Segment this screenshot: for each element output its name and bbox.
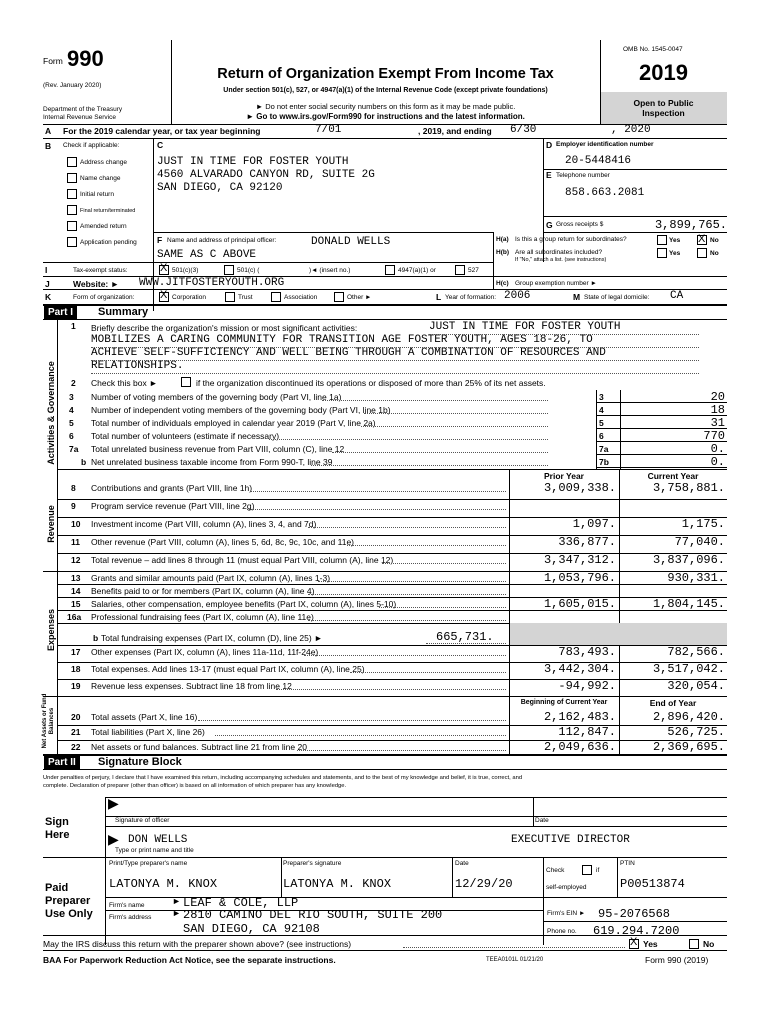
- leader-dots: [361, 426, 548, 427]
- line-label: Other revenue (Part VIII, column (A), lines 5, 6d, 8c, 9c, 10c, and 11e): [91, 537, 354, 547]
- current-year-value: 1,804,145.: [652, 597, 725, 611]
- group-return-question: Is this a group return for subordinates?: [515, 236, 627, 243]
- line-number: 22: [71, 742, 81, 752]
- firm-phone: 619.294.7200: [593, 924, 680, 938]
- discuss-no-label: No: [703, 939, 715, 949]
- subordinates-yes-label: Yes: [669, 250, 681, 257]
- ein-value: 20-5448416: [565, 155, 632, 167]
- dept-treasury: Department of the Treasury: [43, 106, 123, 113]
- tax-year-end: 6/30: [510, 124, 537, 136]
- gov-line-value: 31: [710, 416, 725, 430]
- if-label: if: [596, 867, 600, 874]
- boy-header: Beginning of Current Year: [520, 699, 608, 706]
- baa-notice: BAA For Paperwork Reduction Act Notice, see the separate instructions.: [43, 955, 336, 965]
- line-label: Total assets (Part X, line 16): [91, 712, 198, 722]
- revenue-sidebar: Revenue: [46, 505, 56, 543]
- line-label: Net assets or fund balances. Subtract line 21 from line 20: [91, 742, 307, 752]
- 501c3-label: 501(c)(3): [172, 267, 199, 274]
- line-label: Total revenue – add lines 8 through 11 (must equal Part VIII, column (A), line 12): [91, 555, 394, 565]
- gov-box-number: 6: [599, 431, 604, 441]
- line-number: 20: [71, 712, 81, 722]
- gov-box-number: 4: [599, 405, 604, 415]
- expenses-sidebar: Expenses: [46, 608, 56, 652]
- 4947-checkbox[interactable]: [385, 265, 395, 275]
- eoy-header: End of Year: [649, 698, 697, 708]
- current-year-value: 3,758,881.: [652, 481, 725, 495]
- 501c-label: 501(c) (: [237, 267, 260, 274]
- line-number: 21: [71, 727, 81, 737]
- gov-line-label: Total number of volunteers (estimate if necessary): [91, 431, 280, 441]
- gov-line-label: Number of independent voting members of the governing body (Part VI, line 1b): [91, 405, 391, 415]
- website-label: Website: ►: [73, 279, 120, 289]
- gov-line-number: 3: [69, 392, 74, 402]
- tax-year-end-year: , 2020: [611, 124, 651, 136]
- phone-label: Telephone number: [556, 172, 610, 179]
- prior-year-header: Prior Year: [543, 471, 584, 481]
- gross-receipts-label: Gross receipts $: [556, 221, 604, 228]
- line-label: Total liabilities (Part X, line 26): [91, 727, 205, 737]
- line-number: 14: [71, 586, 81, 596]
- initial-return-label: Initial return: [80, 191, 114, 198]
- officer-address: SAME AS C ABOVE: [157, 249, 257, 261]
- gov-line-label: Total number of individuals employed in calendar year 2019 (Part V, line 2a): [91, 418, 376, 428]
- org-address-2: SAN DIEGO, CA 92120: [157, 182, 283, 194]
- corporation-label: Corporation: [172, 294, 206, 301]
- firm-address-label: Firm's address: [109, 914, 152, 921]
- final-return-label: Final return/terminated: [80, 208, 136, 214]
- preparer-date-label: Date: [455, 860, 469, 867]
- line-label: Salaries, other compensation, employee benefits (Part IX, column (A), lines 5-10): [91, 599, 397, 609]
- preparer-date: 12/29/20: [455, 877, 513, 891]
- leader-dots: [379, 607, 506, 608]
- preparer-signature-label: Preparer's signature: [283, 860, 342, 867]
- current-year-value: 2,369,695.: [652, 740, 725, 754]
- tax-year-begin: 7/01: [315, 124, 342, 136]
- part1-label: Part I: [44, 306, 77, 319]
- leader-dots: [276, 689, 506, 690]
- gov-line-number: 6: [69, 431, 74, 441]
- line-label: Revenue less expenses. Subtract line 18 from line 12: [91, 681, 292, 691]
- leader-dots: [304, 655, 506, 656]
- line-number: 16a: [67, 612, 82, 622]
- gov-line-label: Total unrelated business revenue from Part VIII, column (C), line 12: [91, 444, 345, 454]
- org-name: JUST IN TIME FOR FOSTER YOUTH: [157, 156, 349, 168]
- sign-label: Sign: [45, 816, 69, 828]
- current-year-value: 930,331.: [667, 571, 725, 585]
- gov-line-number: 4: [69, 405, 74, 415]
- form-title: Return of Organization Exempt From Income Tax: [217, 66, 554, 82]
- firm-ein-label: Firm's EIN ►: [547, 910, 586, 917]
- trust-checkbox[interactable]: [225, 292, 235, 302]
- firm-ein: 95-2076568: [598, 907, 671, 921]
- 501c3-mark: X: [160, 262, 168, 274]
- gov-line-label: Net unrelated business taxable income from Form 990-T, line 39: [91, 457, 333, 467]
- current-year-value: 2,896,420.: [652, 710, 725, 724]
- association-checkbox[interactable]: [271, 292, 281, 302]
- line-number: 8: [71, 483, 76, 493]
- row-rule: [57, 584, 727, 585]
- leader-dots: [269, 439, 549, 440]
- subordinates-yes-checkbox[interactable]: [657, 248, 667, 258]
- discuss-yes-mark: X: [630, 936, 638, 948]
- omb-number: OMB No. 1545-0047: [623, 46, 683, 53]
- officer-name: DON WELLS: [128, 834, 188, 846]
- current-year-value: 320,054.: [667, 679, 725, 693]
- application-pending-checkbox[interactable]: [67, 237, 77, 247]
- tax-exempt-label: Tax-exempt status:: [73, 267, 128, 274]
- insert-no-label: )◄ (insert no.): [309, 267, 351, 274]
- principal-officer: DONALD WELLS: [311, 236, 391, 248]
- gross-receipts-value: 3,899,765.: [654, 218, 727, 232]
- leader-dots: [247, 509, 506, 510]
- form-990-page: Form 990 (Rev. January 2020) Department of the Treasury Internal Revenue Service Return of Organization Exempt From Income Tax Under section 501(c), 527, or 4947(a)(1) of the Internal Revenue Code (except private foundations) ► Do not enter social security numbers on this form as it may be made public. ► Go to www.irs.gov/Form990 for instructions and the latest information. OMB No. 1545-0047 2019 Open to Public Inspection A For the 2019 calendar year, or tax year beginning 7/01 , 2019, and ending 6/30 , 2020 B Check if applicable: Address change Name change Initial return Final return/terminated Amended return Application pending C JUST IN TIME FOR FOSTER YOUTH 4560 ALVARADO CANYON RD, SUITE 2G SAN DIEGO, CA 92120 D Employer identification number 20-5448416 E Telephone number 858.663.2081 G Gross receipts $ 3,899,765. F Name and address of principal officer: DONALD WELLS SAME AS C ABOVE H(a) Is this a group return for subordinates? Yes X No H(b) Are all subordinates included? If "No," attach a list. (see instructions) Yes No I Tax-exempt status: X 501(c)(3) 501(c) ( )◄ (insert no.) 4947(a)(1) or 527 J Website: ► WWW.JITFOSTERYOUTH.ORG H(c) Group exemption number ► K Form of organization: X Corporation Trust Association Other ► L Year of formation: 2006 M State of legal domicile: CA Part I Summary Activities & Governance 1 Briefly describe the organization's mission or most significant activities: JUST IN TIME FOR FOSTER YOUTH MOBILIZES A CARING COMMUNITY FOR TRANSITION AGE FOSTER YOUTH, AGES 18-26, TO ACHIEVE SELF-SUFFICIENCY AND WELL BEING THROUGH A COMBINATION OF RESOURCES AND RELATIONSHIPS. 2 Check this box ► if the organization discontinued its operations or disposed of more than 25% of its net assets. 3 Number of voting members of the governing body (Part VI, line 1a) 3 20 4 Number of independent voting members of the governing body (Part VI, line 1b) 4 18 5 Total number of individuals employed in calendar year 2019 (Part V, line 2a) 5 31 6 Total number of volunteers (estimate if necessary) 6 770 7a Total unrelated business revenue from Part VIII, column (C), line 12 7a 0. b Net unrelated business taxable income from Form 990-T, line 39 7b 0. Prior Year Current Year Revenue 8 Contributions and grants (Part VIII, line 1h) 3,009,338. 3,758,881. 9 Program service revenue (Part VIII, line 2g) 10 Investment income (Part VIII, column (A), lines 3, 4, and 7d) 1,097. 1,175. 11 Other revenue (Part VIII, column (A), lines 5, 6d, 8c, 9c, 10c, and 11e) 336,877. 77,040. 12 Total revenue – add lines 8 through 11 (must equal Part VIII, column (A), line 12) 3,347,312. 3,837,096. Expenses 13 Grants and similar amounts paid (Part IX, column (A), lines 1-3) 1,053,796. 930,331. 14 Benefits paid to or for members (Part IX, column (A), line 4) 15 Salaries, other compensation, employee benefits (Part IX, column (A), lines 5-10) 1,605,015. 1,804,145. 16a Professional fundraising fees (Part IX, column (A), line 11e) b Total fundraising expenses (Part IX, column (D), line 25) ► 665,731. 17 Other expenses (Part IX, column (A), lines 11a-11d, 11f-24e) 783,493. 782,566. 18 Total expenses. Add lines 13-17 (must equal Part IX, column (A), line 25) 3,442,304. 3,517,042. 19 Revenue less expenses. Subtract line 18 from line 12 -94,992. 320,054. Beginning of Current Year End of Year Net Assets or Fund Balances 20 Total assets (Part X, line 16) 2,162,483. 2,896,420. 21 Total liabilities (Part X, line 26) 112,847. 526,725. 22 Net assets or fund balances. Subtract line 21 from line 20 2,049,636. 2,369,695. Part II Signature Block Under penalties of perjury, I declare that I have examined this return, including accompanying schedules and statements, and to the best of my knowledge and belief, it is true, correct, and complete. Declaration of preparer (other than officer) is based on all information of which preparer has any knowledge. Sign Here ▶ Signature of officer Date ▶ DON WELLS EXECUTIVE DIRECTOR Type or print name and title Paid Preparer Use Only Print/Type preparer's name Preparer's signature Date Check if self-employed PTIN LATONYA M. KNOX LATONYA M. KNOX 12/29/20 P00513874 Firm's name ► LEAF & COLE, LLP Firm's EIN ► 95-2076568 Firm's address ► 2810 CAMINO DEL RIO SOUTH, SUITE 200 SAN DIEGO, CA 92108 Phone no. 619.294.7200 May the IRS discuss this return with the preparer shown above? (see instructions) X Yes No BAA For Paperwork Reduction Act Notice, see the separate instructions. TEEA0101L 01/21/20 Form 990 (2019): [43, 40, 727, 975]
- part1-title: Summary: [98, 306, 149, 318]
- c-label: C: [157, 140, 164, 150]
- line-label: Program service revenue (Part VIII, line 2g): [91, 501, 255, 511]
- current-year-header: Current Year: [647, 471, 699, 481]
- gov-line-number: b: [81, 457, 87, 467]
- net-assets-sidebar: Net Assets or Fund Balances: [42, 693, 55, 749]
- gov-line-value: 770: [703, 429, 725, 443]
- current-year-value: 77,040.: [674, 535, 725, 549]
- line-number: 19: [71, 681, 81, 691]
- mission-line-4: RELATIONSHIPS.: [91, 360, 184, 372]
- leader-dots: [198, 720, 507, 721]
- formation-year-label: Year of formation:: [445, 294, 497, 301]
- 501c-checkbox[interactable]: [224, 265, 234, 275]
- prior-year-value: 3,442,304.: [543, 662, 616, 676]
- open-public: Open to Public: [633, 98, 694, 108]
- discuss-yes-label: Yes: [643, 939, 658, 949]
- gov-line-value: 0.: [710, 442, 725, 456]
- row-rule: [596, 467, 727, 468]
- ssn-notice: ► Do not enter social security numbers on this form as it may be made public.: [255, 102, 516, 111]
- line-number: 18: [71, 664, 81, 674]
- association-label: Association: [284, 294, 318, 301]
- paid-label: Paid: [45, 882, 69, 894]
- amended-return-checkbox[interactable]: [67, 221, 77, 231]
- initial-return-checkbox[interactable]: [67, 189, 77, 199]
- amended-return-label: Amended return: [80, 223, 127, 230]
- prior-year-value: 1,605,015.: [543, 597, 616, 611]
- revision: (Rev. January 2020): [43, 82, 102, 89]
- current-year-value: 782,566.: [667, 645, 725, 659]
- gov-line-value: 18: [710, 403, 725, 417]
- line-16b-value: 665,731.: [436, 630, 494, 644]
- leader-dots: [308, 527, 506, 528]
- leader-dots: [297, 750, 506, 751]
- group-no-mark: X: [698, 233, 706, 245]
- line-label: Other expenses (Part IX, column (A), lines 11a-11d, 11f-24e): [91, 647, 319, 657]
- final-return-checkbox[interactable]: [67, 205, 77, 215]
- trust-label: Trust: [238, 294, 253, 301]
- domicile-state: CA: [670, 290, 684, 302]
- firm-address-1: 2810 CAMINO DEL RIO SOUTH, SUITE 200: [183, 908, 443, 922]
- line-label: Investment income (Part VIII, column (A), lines 3, 4, and 7d): [91, 519, 317, 529]
- subordinates-no-label: No: [710, 250, 719, 257]
- gov-line-number: 7a: [69, 444, 79, 454]
- line-16b-number: b: [93, 633, 99, 643]
- prior-year-value: 783,493.: [558, 645, 616, 659]
- form-label: Form: [43, 56, 63, 66]
- officer-signature-label: Signature of officer: [115, 817, 170, 824]
- activities-governance-sidebar: Activities & Governance: [46, 361, 56, 465]
- prior-year-value: 1,097.: [572, 517, 616, 531]
- prior-year-value: 2,162,483.: [543, 710, 616, 724]
- officer-title: EXECUTIVE DIRECTOR: [511, 834, 630, 846]
- prior-year-value: 112,847.: [558, 725, 616, 739]
- line-number: 15: [71, 599, 81, 609]
- leader-dots: [308, 620, 506, 621]
- line-a-label: For the 2019 calendar year, or tax year beginning: [63, 126, 261, 136]
- part2-title: Signature Block: [98, 756, 182, 768]
- leader-dots: [382, 563, 506, 564]
- leader-dots: [322, 400, 548, 401]
- formation-year: 2006: [504, 290, 531, 302]
- line-number: 12: [71, 555, 81, 565]
- instructions-notice: ► Go to www.irs.gov/Form990 for instructions and the latest information.: [246, 112, 525, 121]
- leader-dots: [350, 672, 506, 673]
- prior-year-value: 3,009,338.: [543, 481, 616, 495]
- mission-line-3: ACHIEVE SELF-SUFFICIENCY AND WELL BEING THROUGH A COMBINATION OF RESOURCES AND: [91, 347, 606, 359]
- corporation-mark: X: [160, 289, 168, 301]
- group-exemption-label: Group exemption number ►: [515, 280, 597, 287]
- form-subtitle: Under section 501(c), 527, or 4947(a)(1) of the Internal Revenue Code (except private foundations): [223, 87, 548, 94]
- line-number: 11: [71, 537, 80, 547]
- type-name-label: Type or print name and title: [115, 847, 194, 854]
- preparer-label: Preparer: [45, 895, 91, 907]
- mission-label: Briefly describe the organization's mission or most significant activities:: [91, 323, 358, 333]
- form-of-org-label: Form of organization:: [73, 294, 135, 301]
- prior-year-value: 3,347,312.: [543, 553, 616, 567]
- firm-address-2: SAN DIEGO, CA 92108: [183, 922, 320, 936]
- line-label: Grants and similar amounts paid (Part IX, column (A), lines 1-3): [91, 573, 331, 583]
- phone-value: 858.663.2081: [565, 187, 645, 199]
- mission-line-2: MOBILIZES A CARING COMMUNITY FOR TRANSITION AGE FOSTER YOUTH, AGES 18-26, TO: [91, 334, 593, 346]
- line-a-mid: , 2019, and ending: [418, 126, 492, 136]
- line-label: Total expenses. Add lines 13-17 (must equal Part IX, column (A), line 25): [91, 664, 365, 674]
- leader-dots: [332, 452, 548, 453]
- dept-irs: Internal Revenue Service: [43, 114, 116, 121]
- line-label: Professional fundraising fees (Part IX, column (A), line 11e): [91, 612, 314, 622]
- line-number: 10: [71, 519, 81, 529]
- current-year-value: 1,175.: [681, 517, 725, 531]
- current-year-value: 3,517,042.: [652, 662, 725, 676]
- subordinates-question: Are all subordinates included?: [515, 249, 603, 256]
- leader-dots: [311, 465, 548, 466]
- 4947-label: 4947(a)(1) or: [398, 267, 436, 274]
- line-b-label: Check if applicable:: [63, 142, 120, 149]
- self-employed-checkbox[interactable]: [582, 865, 592, 875]
- gov-box-number: 5: [599, 418, 604, 428]
- self-employed-label: self-employed: [546, 884, 587, 891]
- prior-year-value: -94,992.: [558, 679, 616, 693]
- preparer-name-label: Print/Type preparer's name: [109, 860, 188, 867]
- leader-dots: [215, 735, 506, 736]
- gov-line-value: 20: [710, 390, 725, 404]
- gov-line-label: Number of voting members of the governing body (Part VI, line 1a): [91, 392, 342, 402]
- officer-label: Name and address of principal officer:: [167, 237, 277, 244]
- form-code: TEEA0101L 01/21/20: [486, 957, 544, 963]
- line-label: Benefits paid to or for members (Part IX, column (A), line 4): [91, 586, 315, 596]
- ein-label: Employer identification number: [556, 141, 654, 148]
- group-yes-label: Yes: [669, 237, 681, 244]
- subordinates-no-checkbox[interactable]: [697, 248, 707, 258]
- leader-dots: [308, 594, 506, 595]
- website-value: WWW.JITFOSTERYOUTH.ORG: [139, 277, 285, 289]
- name-change-checkbox[interactable]: [67, 173, 77, 183]
- line-16b-label: Total fundraising expenses (Part IX, column (D), line 25) ►: [101, 633, 323, 643]
- group-no-label: No: [710, 237, 719, 244]
- tax-year: 2019: [639, 60, 688, 85]
- other-label: Other ►: [347, 294, 372, 301]
- here-label: Here: [45, 829, 70, 841]
- line-number: 17: [71, 647, 81, 657]
- inspection: Inspection: [642, 108, 685, 118]
- use-only-label: Use Only: [45, 908, 93, 920]
- irs-discuss-question: May the IRS discuss this return with the preparer shown above? (see instructions): [43, 939, 352, 949]
- gov-line-number: 5: [69, 418, 74, 428]
- ptin-value: P00513874: [620, 877, 685, 891]
- discontinued-text: if the organization discontinued its operations or disposed of more than 25% of its net assets.: [196, 378, 546, 388]
- other-checkbox[interactable]: [334, 292, 344, 302]
- firm-phone-label: Phone no.: [547, 928, 577, 935]
- domicile-label: State of legal domicile:: [584, 294, 650, 301]
- 527-checkbox[interactable]: [455, 265, 465, 275]
- application-pending-label: Application pending: [80, 239, 137, 246]
- discontinued-label: Check this box ►: [91, 378, 158, 388]
- prior-year-value: 2,049,636.: [543, 740, 616, 754]
- form-number: 990: [67, 46, 104, 71]
- firm-name-label: Firm's name: [109, 902, 145, 909]
- name-change-label: Name change: [80, 175, 121, 182]
- current-year-value: 526,725.: [667, 725, 725, 739]
- address-change-label: Address change: [80, 159, 127, 166]
- line-number: 9: [71, 501, 76, 511]
- subordinates-note: If "No," attach a list. (see instructions): [515, 257, 607, 263]
- row-rule: [57, 610, 727, 611]
- line-label: Contributions and grants (Part VIII, line 1h): [91, 483, 253, 493]
- gov-box-number: 7a: [599, 444, 609, 454]
- officer-date-label: Date: [535, 817, 549, 824]
- discontinued-checkbox[interactable]: [181, 377, 191, 387]
- address-change-checkbox[interactable]: [67, 157, 77, 167]
- check-label: Check: [546, 867, 565, 874]
- form-footer: Form 990 (2019): [645, 955, 709, 965]
- mission-line-1: JUST IN TIME FOR FOSTER YOUTH: [429, 321, 621, 333]
- row-rule: [57, 499, 727, 500]
- leader-dots: [364, 413, 548, 414]
- current-year-value: 3,837,096.: [652, 553, 725, 567]
- line-number: 13: [71, 573, 81, 583]
- gov-box-number: 3: [599, 392, 604, 402]
- 527-label: 527: [468, 267, 479, 274]
- preparer-signature: LATONYA M. KNOX: [283, 877, 392, 891]
- org-address-1: 4560 ALVARADO CANYON RD, SUITE 2G: [157, 169, 375, 181]
- part2-label: Part II: [44, 756, 80, 769]
- discuss-no-checkbox[interactable]: [689, 939, 699, 949]
- penalty-text-2: complete. Declaration of preparer (other than officer) is based on all information of which preparer has any knowledge.: [43, 783, 347, 789]
- leader-dots: [347, 545, 506, 546]
- leader-dots: [318, 581, 506, 582]
- group-yes-checkbox[interactable]: [657, 235, 667, 245]
- preparer-name: LATONYA M. KNOX: [109, 877, 218, 891]
- prior-year-value: 336,877.: [558, 535, 616, 549]
- gov-box-number: 7b: [599, 457, 609, 467]
- firm-name: LEAF & COLE, LLP: [183, 896, 299, 910]
- ptin-label: PTIN: [620, 860, 635, 867]
- prior-year-value: 1,053,796.: [543, 571, 616, 585]
- penalty-text-1: Under penalties of perjury, I declare that I have examined this return, including accompanying schedules and statements, and to the best of my knowledge and belief, it is true, correct, and: [43, 775, 523, 781]
- gov-line-value: 0.: [710, 455, 725, 469]
- leader-dots: [251, 491, 506, 492]
